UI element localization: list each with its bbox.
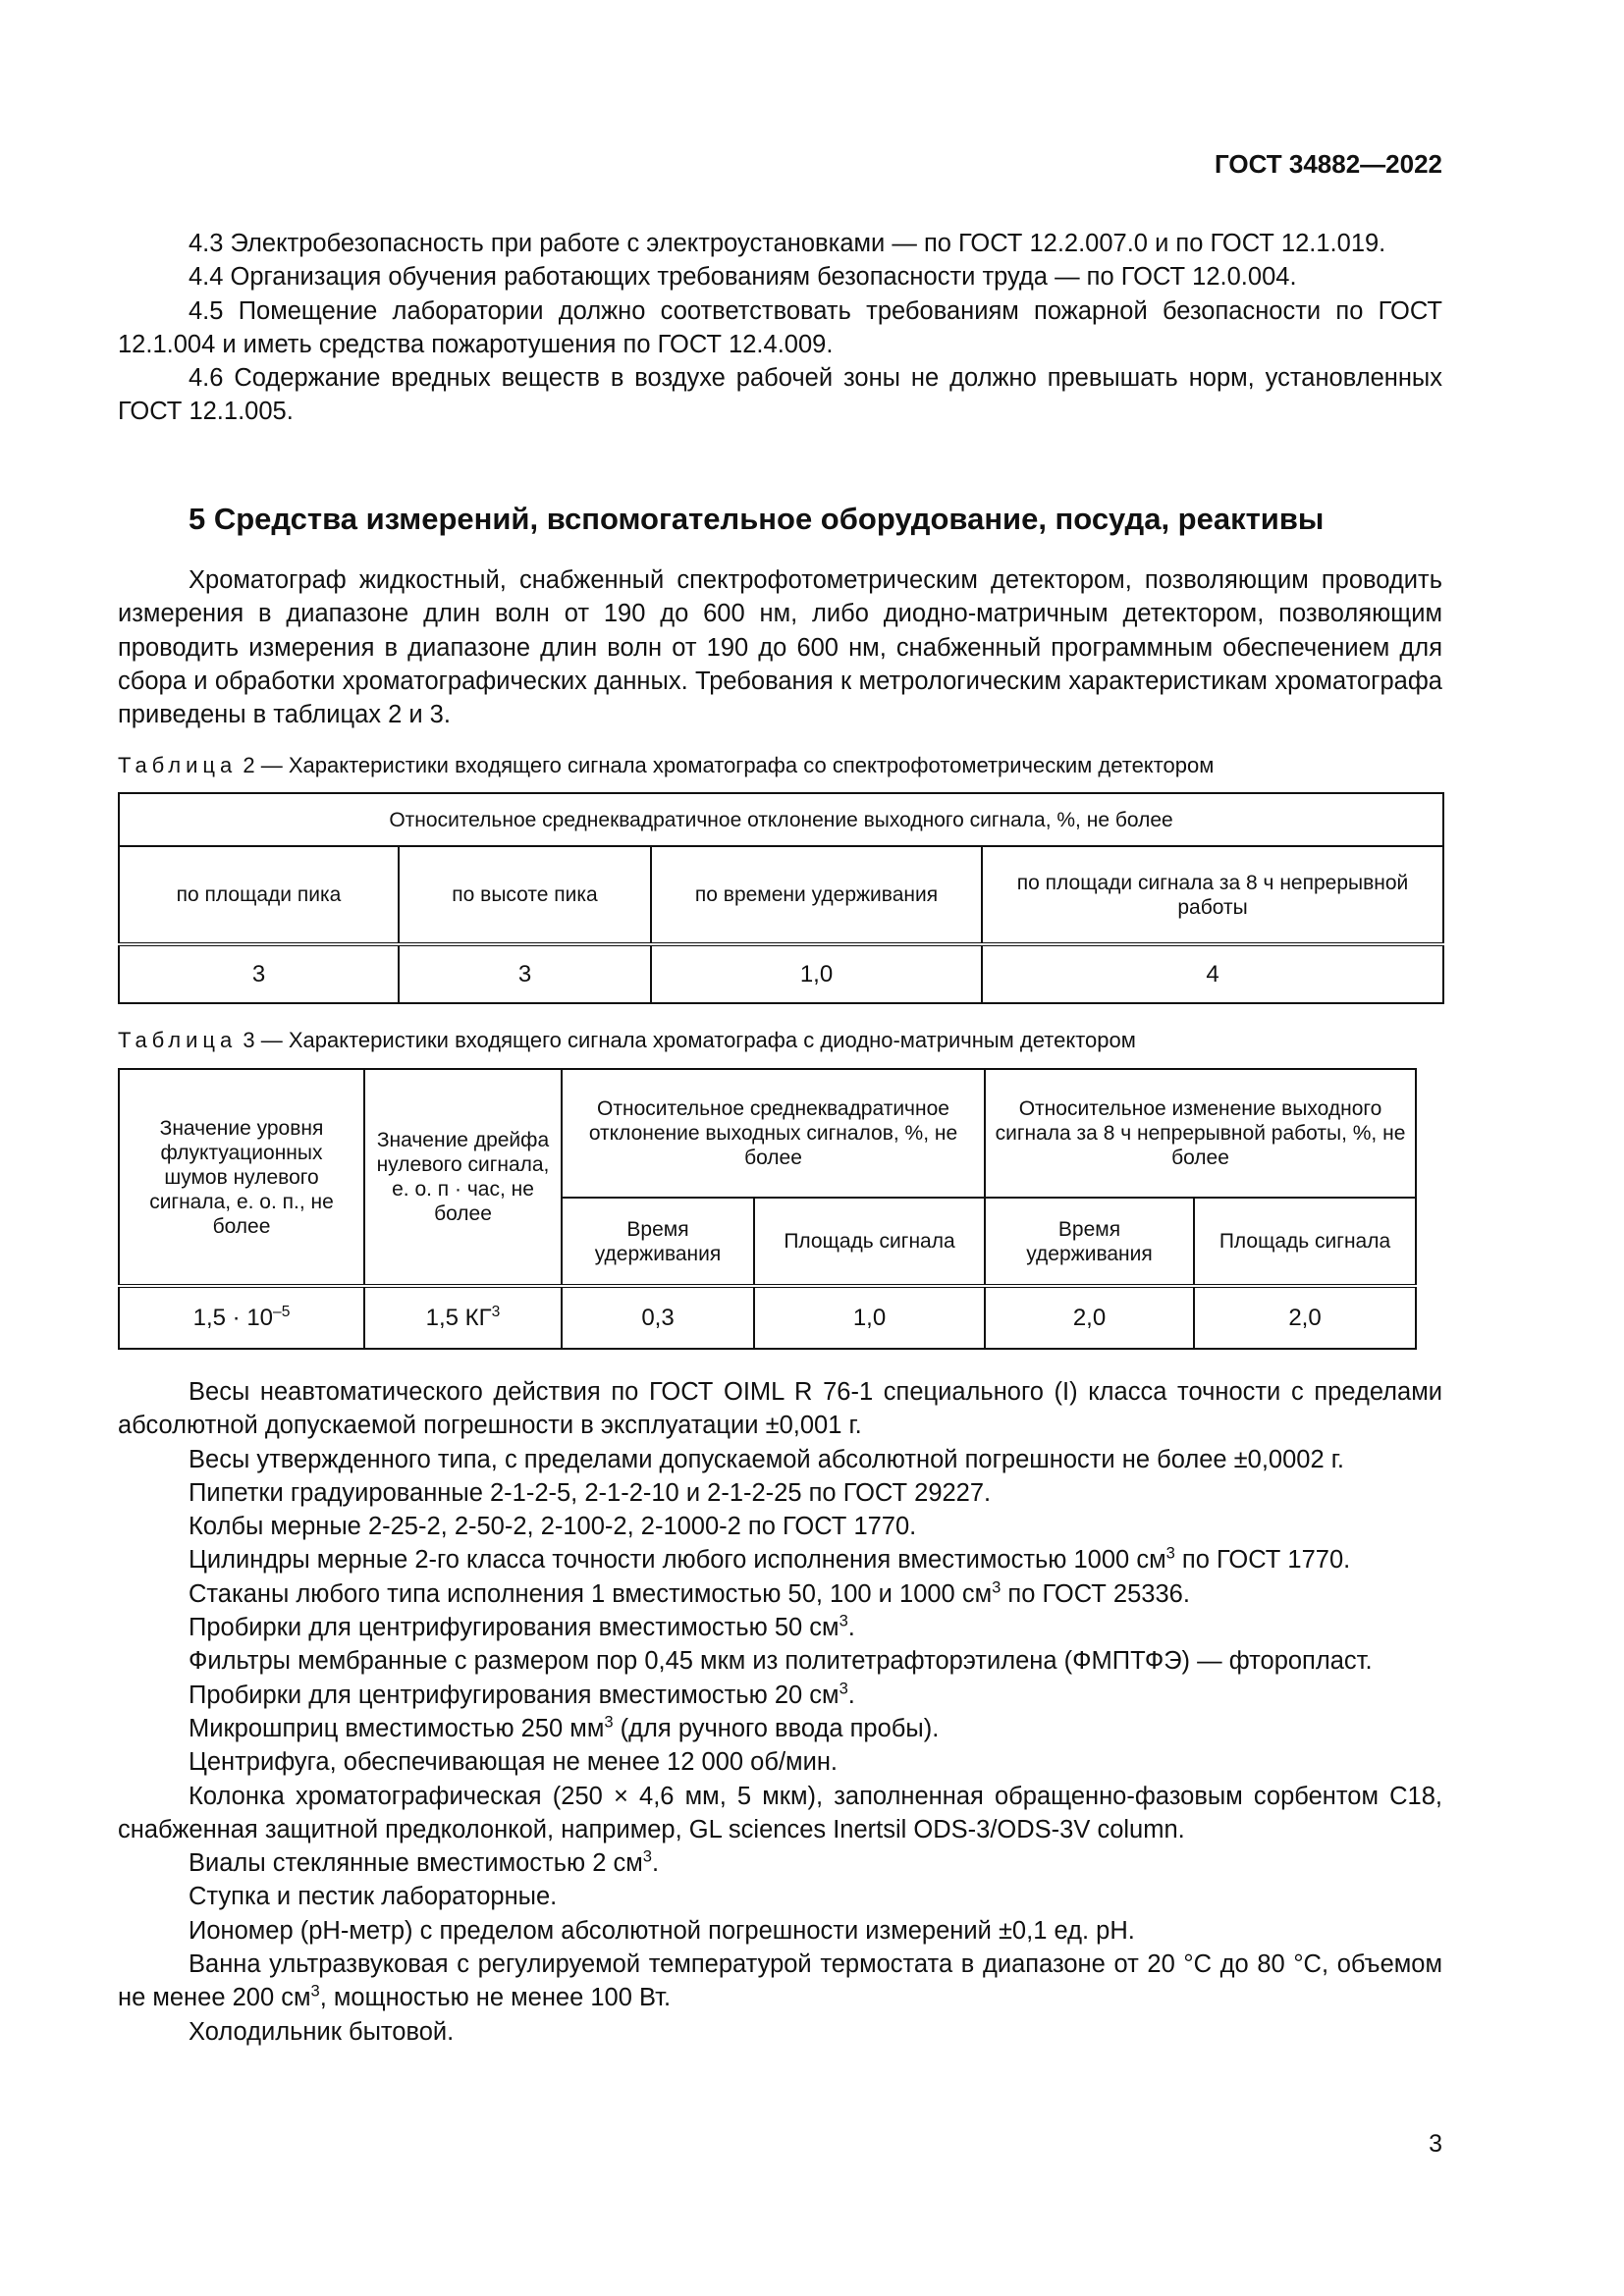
equipment-item — [118, 1443, 1442, 1476]
item-text: . — [847, 1681, 855, 1709]
superscript: 3 — [839, 1679, 848, 1698]
item-text: Ступка и пестик лабораторные. — [189, 1883, 558, 1911]
item-text: Стаканы любого типа исполнения 1 вместимостью 50, 100 и 1000 см — [189, 1579, 993, 1608]
table-cell: 1,0 — [754, 1286, 985, 1349]
superscript: 3 — [992, 1577, 1001, 1597]
equipment-item — [118, 1611, 1442, 1644]
equipment-item — [118, 1577, 1442, 1611]
sub-header: Время удерживания — [562, 1198, 754, 1286]
equipment-item — [118, 1745, 1442, 1779]
group-header: Относительное среднеквадратичное отклонение выходных сигналов, %, не более — [562, 1069, 985, 1198]
table-cell: 3 — [119, 944, 399, 1003]
equipment-item — [118, 1476, 1442, 1510]
equipment-item — [118, 1780, 1442, 1847]
column-header: по времени удерживания — [651, 846, 982, 944]
item-text: Пробирки для центрифугирования вместимостью 50 см — [189, 1614, 839, 1642]
exponent: 3 — [491, 1304, 501, 1320]
equipment-item — [118, 1846, 1442, 1880]
equipment-item — [118, 1375, 1442, 1443]
column-header: по высоте пика — [399, 846, 651, 944]
equipment-item — [118, 1543, 1442, 1576]
superscript: 3 — [310, 1981, 320, 2001]
table3 — [118, 1068, 1417, 1350]
item-text: Иономер (рН-метр) с пределом абсолютной погрешности измерений ±0,1 ед. рН. — [189, 1916, 1135, 1945]
page-number: 3 — [1429, 2130, 1442, 2158]
document-id: ГОСТ 34882—2022 — [1215, 149, 1442, 179]
table3-caption — [118, 1026, 1442, 1055]
equipment-list — [118, 1375, 1442, 2049]
sub-header: Площадь сигнала — [754, 1198, 985, 1286]
equipment-item — [118, 1644, 1442, 1678]
item-text: по ГОСТ 1770. — [1174, 1546, 1351, 1575]
column-header: Значение дрейфа нулевого сигнала, е. о. п · час, не более — [364, 1069, 562, 1286]
item-text: Виалы стеклянные вместимостью 2 см — [189, 1849, 643, 1878]
table-cell: 3 — [399, 944, 651, 1003]
section-paragraph: Хроматограф жидкостный, снабженный спектрофотометрическим детектором, позволяющим проводить измерения в диапазоне длин волн от 190 до 600 нм, либо диодно-матричным детектором, позволяющим проводить измерения в диапазоне длин волн от 190 до 600 нм, снабженный программным обеспечением для сбора и обработки хроматографических данных. Требования к метрологическим характеристикам хроматографа приведены в таблицах 2 и 3. — [118, 566, 1442, 729]
item-text: Весы утвержденного типа, с пределами допускаемой абсолютной погрешности не более ±0,0002 г. — [189, 1445, 1345, 1473]
item-text: Пипетки градуированные 2-1-2-5, 2-1-2-10 и 2-1-2-25 по ГОСТ 29227. — [189, 1478, 992, 1507]
item-text: Колонка хроматографическая (250 × 4,6 мм, 5 мкм), заполненная обращенно-фазовым сорбентом С18, снабженная защитной предколонкой, например, GL sciences Inertsil ODS-3/ODS-3V column. — [118, 1782, 1442, 1843]
equipment-item — [118, 1712, 1442, 1745]
item-text: Фильтры мембранные с размером пор 0,45 мкм из политетрафторэтилена (ФМПТФЭ) — фторопласт. — [189, 1647, 1373, 1676]
equipment-item — [118, 1510, 1442, 1543]
paragraph: 4.6 Содержание вредных веществ в воздухе рабочей зоны не должно превышать норм, установленных ГОСТ 12.1.005. — [118, 364, 1442, 426]
item-text: . — [847, 1614, 855, 1642]
group-header: Относительное изменение выходного сигнала за 8 ч непрерывной работы, %, не более — [985, 1069, 1416, 1198]
table2-caption — [118, 751, 1442, 780]
table-cell — [119, 1286, 364, 1349]
caption-word: Таблица — [118, 753, 238, 777]
caption-text: 2 — Характеристики входящего сигнала хроматографа со спектрофотометрическим детектором — [243, 753, 1215, 777]
paragraph: 4.4 Организация обучения работающих требованиям безопасности труда — по ГОСТ 12.0.004. — [189, 263, 1297, 292]
table-cell: 0,3 — [562, 1286, 754, 1349]
superscript: 3 — [604, 1712, 614, 1732]
paragraph: 4.3 Электробезопасность при работе с электроустановками — по ГОСТ 12.2.007.0 и по ГОСТ 12.1.019. — [189, 230, 1386, 257]
value: 1,5 · 10 — [192, 1305, 274, 1331]
table-cell: 1,0 — [651, 944, 982, 1003]
table-cell — [364, 1286, 562, 1349]
item-text: Пробирки для центрифугирования вместимостью 20 см — [189, 1681, 839, 1709]
group-header: Относительное среднеквадратичное отклонение выходного сигнала, %, не более — [119, 793, 1443, 846]
item-text: Колбы мерные 2-25-2, 2-50-2, 2-100-2, 2-1000-2 по ГОСТ 1770. — [189, 1513, 917, 1541]
superscript: 3 — [1165, 1543, 1175, 1563]
column-header: Значение уровня флуктуационных шумов нулевого сигнала, е. о. п., не более — [119, 1069, 364, 1286]
value: 1,5 КГ — [425, 1305, 492, 1331]
equipment-item — [118, 1948, 1442, 2015]
sub-header: Время удерживания — [985, 1198, 1194, 1286]
caption-word: Таблица — [118, 1028, 238, 1052]
item-text: Центрифуга, обеспечивающая не менее 12 000 об/мин. — [189, 1748, 838, 1777]
superscript: 3 — [642, 1846, 652, 1866]
item-text: Холодильник бытовой. — [189, 2017, 455, 2046]
item-text: Ванна ультразвуковая с регулируемой температурой термостата в диапазоне от 20 °С до 80 °С, объемом не менее 200 см — [118, 1950, 1442, 2012]
paragraph: 4.5 Помещение лаборатории должно соответствовать требованиям пожарной безопасности по ГОСТ 12.1.004 и иметь средства пожаротушения по ГОСТ 12.4.009. — [118, 296, 1442, 358]
equipment-item — [118, 1679, 1442, 1712]
table-cell: 2,0 — [1194, 1286, 1416, 1349]
section-heading: 5 Средства измерений, вспомогательное оборудование, посуда, реактивы — [189, 502, 1325, 536]
item-text: Микрошприц вместимостью 250 мм — [189, 1714, 605, 1742]
superscript: 3 — [839, 1611, 848, 1630]
table-cell: 2,0 — [985, 1286, 1194, 1349]
item-text: Весы неавтоматического действия по ГОСТ OIML R 76-1 специального (I) класса точности с пределами абсолютной допускаемой погрешности в эксплуатации ±0,001 г. — [118, 1378, 1442, 1440]
equipment-item — [118, 1914, 1442, 1948]
table2 — [118, 792, 1444, 1004]
table-cell: 4 — [982, 944, 1443, 1003]
safety-requirements — [118, 227, 1442, 429]
column-header: по площади сигнала за 8 ч непрерывной работы — [982, 846, 1443, 944]
item-text: . — [652, 1849, 660, 1878]
sub-header: Площадь сигнала — [1194, 1198, 1416, 1286]
equipment-item — [118, 2015, 1442, 2049]
column-header: по площади пика — [119, 846, 399, 944]
equipment-item — [118, 1880, 1442, 1913]
item-text: , мощностью не менее 100 Вт. — [319, 1984, 672, 2012]
item-text: по ГОСТ 25336. — [1001, 1579, 1190, 1608]
item-text: (для ручного ввода пробы). — [613, 1714, 940, 1742]
caption-text: 3 — Характеристики входящего сигнала хроматографа с диодно-матричным детектором — [243, 1028, 1136, 1052]
item-text: Цилиндры мерные 2-го класса точности любого исполнения вместимостью 1000 см — [189, 1546, 1166, 1575]
exponent: –5 — [273, 1304, 291, 1320]
